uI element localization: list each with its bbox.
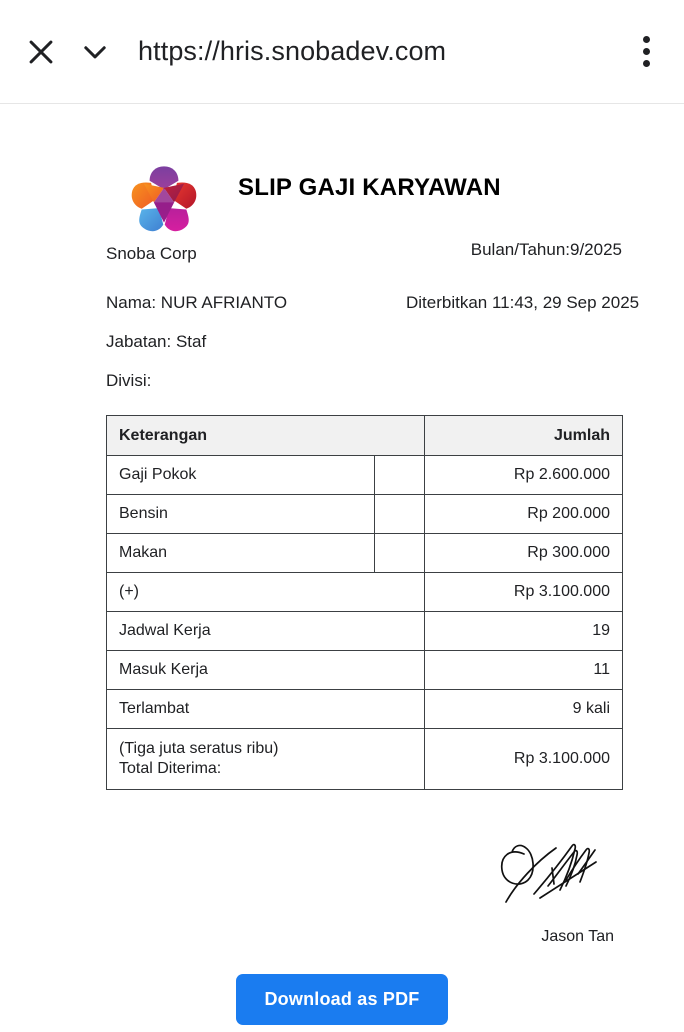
table-total-row	[107, 729, 623, 790]
browser-toolbar	[0, 0, 684, 104]
company-brand	[106, 162, 238, 264]
total-label	[107, 729, 425, 790]
snoba-star-logo-icon	[128, 162, 200, 234]
download-pdf-button[interactable]: Download as PDF	[236, 974, 447, 1025]
info-row-division	[106, 372, 622, 389]
row-value: Rp 3.100.000	[425, 573, 623, 612]
close-icon	[24, 35, 58, 69]
row-value: 11	[425, 651, 623, 690]
issued-timestamp: Diterbitkan 11:43, 29 Sep 2025	[406, 293, 640, 312]
table-body	[107, 456, 623, 790]
document-header	[106, 162, 622, 264]
close-button[interactable]	[14, 25, 68, 79]
table-row	[107, 612, 623, 651]
period-label: Bulan/Tahun:9/2025	[470, 240, 622, 259]
collapse-button[interactable]	[68, 25, 122, 79]
signatory-name: Jason Tan	[541, 928, 614, 945]
table-row	[107, 651, 623, 690]
info-row-name	[106, 293, 640, 312]
column-header-description: Keterangan	[107, 416, 425, 456]
total-received-label: Total Diterima:	[119, 760, 222, 777]
title-column	[238, 162, 622, 260]
total-value: Rp 3.100.000	[425, 729, 623, 790]
payslip-page	[0, 104, 684, 1025]
actions-bar	[0, 974, 684, 1025]
employee-division: Divisi:	[106, 371, 152, 390]
handwritten-signature-icon	[490, 832, 622, 924]
table-row	[107, 456, 623, 495]
payslip-table	[106, 415, 623, 790]
row-value: 19	[425, 612, 623, 651]
row-label: Makan	[107, 534, 375, 573]
employee-info	[106, 293, 640, 390]
table-row	[107, 495, 623, 534]
row-label: (+)	[107, 573, 425, 612]
row-label: Masuk Kerja	[107, 651, 425, 690]
column-header-amount: Jumlah	[425, 416, 623, 456]
row-label: Terlambat	[107, 690, 425, 729]
document-title: SLIP GAJI KARYAWAN	[238, 174, 501, 201]
row-value: Rp 200.000	[425, 495, 623, 534]
table-row	[107, 573, 623, 612]
row-label: Gaji Pokok	[107, 456, 375, 495]
total-in-words: (Tiga juta seratus ribu)	[119, 740, 279, 757]
table-row	[107, 690, 623, 729]
row-label: Jadwal Kerja	[107, 612, 425, 651]
info-row-position	[106, 333, 622, 350]
row-value: 9 kali	[425, 690, 623, 729]
employee-name: Nama: NUR AFRIANTO	[106, 293, 288, 312]
row-value: Rp 300.000	[425, 534, 623, 573]
company-name: Snoba Corp	[106, 244, 197, 263]
more-options-button[interactable]	[626, 25, 666, 79]
payslip-document	[0, 104, 684, 1025]
row-label: Bensin	[107, 495, 375, 534]
url-bar[interactable]: https://hris.snobadev.com	[138, 36, 447, 66]
chevron-down-icon	[78, 35, 112, 69]
row-spacer-cell	[375, 534, 425, 573]
row-spacer-cell	[375, 456, 425, 495]
table-row	[107, 534, 623, 573]
row-spacer-cell	[375, 495, 425, 534]
table-header-row	[107, 416, 623, 456]
signature-block	[106, 832, 624, 946]
row-value: Rp 2.600.000	[425, 456, 623, 495]
employee-position: Jabatan: Staf	[106, 332, 207, 351]
